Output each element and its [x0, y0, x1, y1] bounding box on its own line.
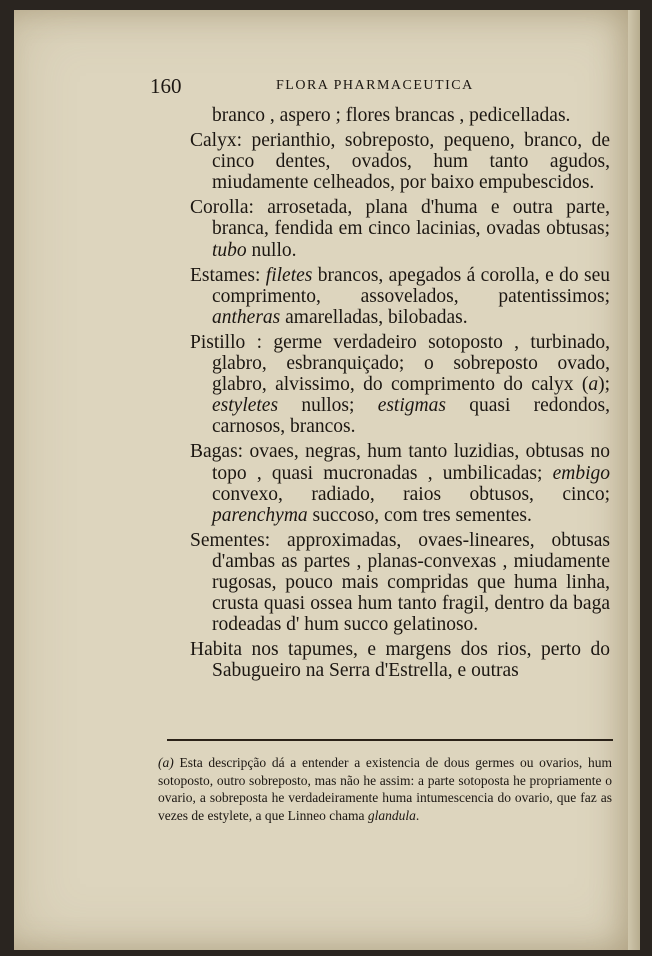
entry-text: : ovaes, negras, hum tanto luzidias, obtusas no topo , quasi mucronadas , umbilicadas; [212, 441, 610, 484]
entry-term: Bagas [190, 441, 238, 463]
page-header [14, 74, 640, 100]
entry-sementes [190, 530, 610, 635]
footnote-italic: glandula [367, 807, 416, 823]
entry-term: Estames [190, 264, 255, 286]
entry-text: branco , aspero ; flores brancas , pedicelladas. [212, 105, 571, 126]
footnote [158, 754, 612, 824]
entry-text: : perianthio, sobreposto, pequeno, branco, de cinco dentes, ovados, hum tanto agudos, miudamente celheados, por baixo empubescidos. [212, 130, 610, 194]
entry-text: amarelladas, bilobadas. [280, 306, 468, 328]
entry-text: brancos, apegados á corolla, e do seu comprimento, assovelados, patentissimos; [212, 264, 610, 307]
entry-habita [190, 639, 610, 681]
entry-italic: embigo [552, 462, 610, 484]
entry-italic: estigmas [377, 395, 446, 417]
entry-text: nos tapumes, e margens dos rios, perto do Sabugueiro na Serra d'Estrella, e outras [212, 639, 610, 682]
entry-italic: parenchyma [212, 504, 308, 526]
entry-pistillo [190, 332, 610, 437]
footnote-text: . [415, 807, 420, 823]
entry-term: Corolla [190, 197, 249, 219]
entry-text: ); [598, 374, 610, 396]
entry-italic: tubo [212, 239, 247, 261]
entry-text: convexo, radiado, raios obtusos, cinco; [212, 483, 610, 505]
entry-term: Habita [190, 639, 242, 661]
entry-text: nullos; [278, 395, 378, 417]
entry-italic: estyletes [212, 395, 279, 417]
entry-calyx [190, 130, 610, 193]
entry-term: Sementes [190, 529, 265, 551]
book-page [14, 10, 640, 950]
running-title: FLORA PHARMACEUTICA [276, 78, 474, 93]
entry-estames [190, 265, 610, 328]
footnote-text: Esta descripção dá a entender a existencia de dous germes ou ovarios, hum sotoposto, outro sobreposto, mas não he assim: a parte sotoposta he propriamente o ovario, a sobreposta he verdadeiramente huma intumescencia do ovario, que faz as vezes de estylete, a que Linneo chama [158, 755, 612, 823]
entry-text: succoso, com tres sementes. [307, 504, 532, 526]
entry-term: Calyx [190, 130, 237, 152]
page-edge [628, 10, 640, 950]
entry-bagas [190, 441, 610, 525]
entry-text: nullo. [246, 239, 297, 261]
entry-text: : [254, 264, 266, 286]
entry-text: : germe verdadeiro sotoposto , turbinado, glabro, esbranquiçado; o sobreposto ovado, glabro, alvissimo, do comprimento do calyx ( [212, 331, 610, 396]
body-text [190, 105, 610, 685]
entry-text: : arrosetada, plana d'huma e outra parte, branca, fendida em cinco lacinias, ovadas obtusas; [212, 197, 610, 240]
entry-corolla [190, 197, 610, 260]
entry-italic: antheras [212, 306, 281, 328]
page-number: 160 [150, 74, 182, 98]
entry-italic: a [588, 374, 599, 396]
entry-term: Pistillo [190, 331, 246, 353]
footnote-rule [167, 739, 613, 741]
entry-continuation [190, 105, 610, 126]
entry-text: quasi redondos, carnosos, brancos. [212, 395, 610, 438]
entry-italic: filetes [265, 264, 313, 286]
entry-text: : approximadas, ovaes-lineares, obtusas d'ambas as partes , planas-convexas , miudamente rugosas, pouco mais compridas que huma linha, crusta quasi ossea hum tanto fragil, dentro da baga rodeadas d' hum succo gelatinoso. [212, 529, 610, 636]
footnote-marker: (a) [158, 755, 174, 770]
